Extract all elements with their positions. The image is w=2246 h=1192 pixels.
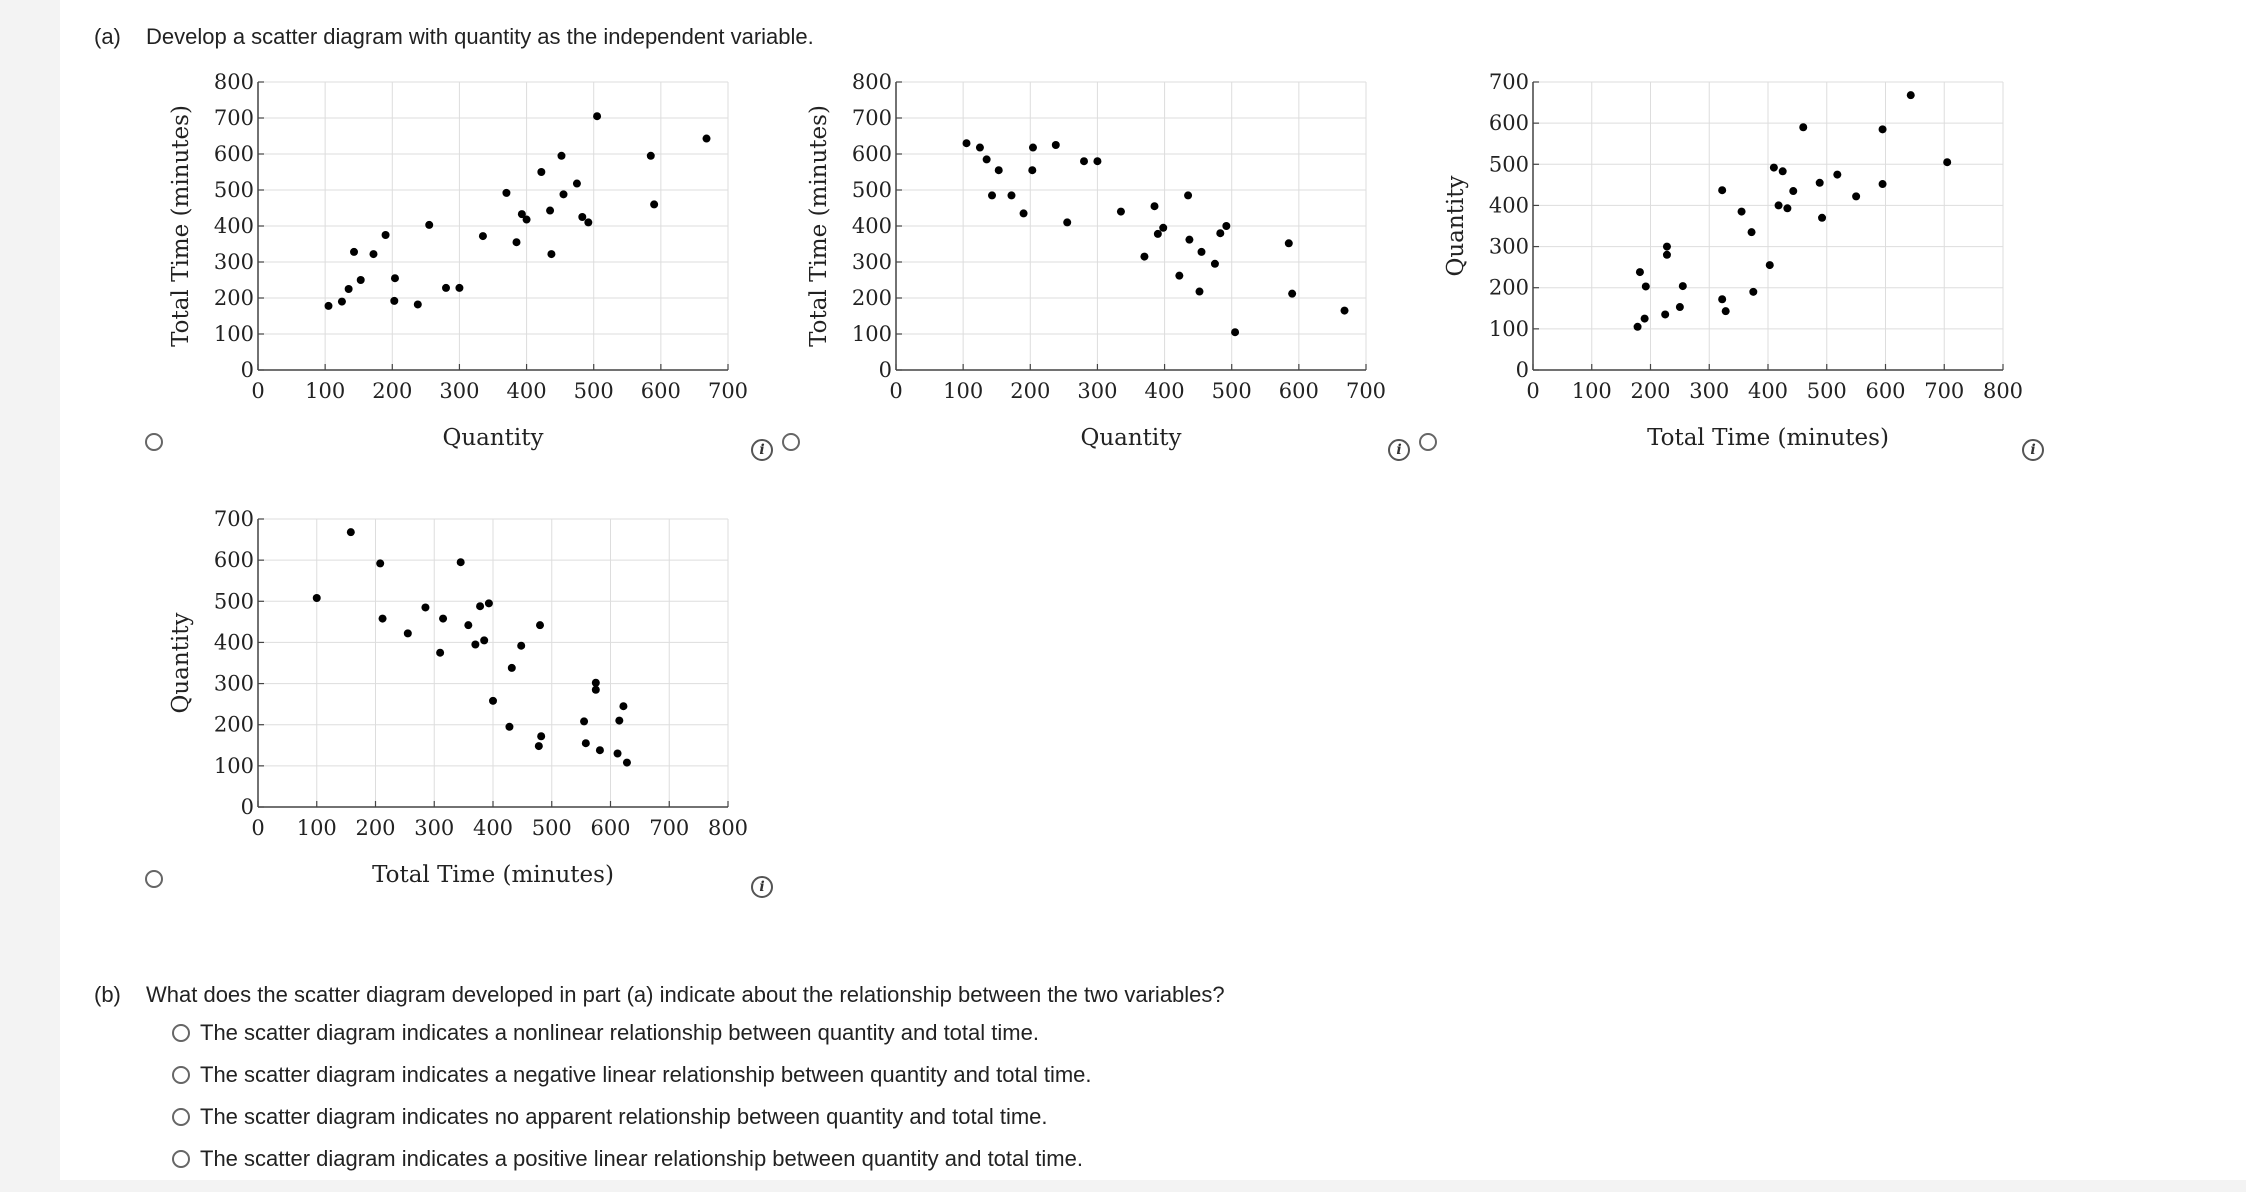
- scatter-point: [369, 250, 377, 258]
- y-tick-label: 0: [240, 358, 254, 382]
- scatter-point: [1007, 191, 1015, 199]
- scatter-point: [1661, 310, 1669, 318]
- x-tick-label: 100: [305, 379, 346, 403]
- scatter-point: [1185, 236, 1193, 244]
- scatter-point: [508, 664, 516, 672]
- scatter-point: [547, 250, 555, 258]
- scatter-point: [345, 285, 353, 293]
- scatter-point: [471, 640, 479, 648]
- y-tick-label: 600: [1488, 111, 1529, 136]
- y-axis-title: Total Time (minutes): [168, 105, 194, 347]
- y-tick-label: 500: [213, 178, 254, 202]
- chart-1-radio[interactable]: [145, 433, 163, 451]
- left-margin-bar: [0, 0, 60, 1192]
- scatter-point: [1642, 282, 1650, 290]
- option-no-relationship[interactable]: [172, 1104, 1048, 1130]
- y-tick-label: 300: [1488, 234, 1529, 259]
- y-tick-label: 800: [213, 70, 254, 94]
- y-axis-title: Total Time (minutes): [806, 105, 832, 347]
- scatter-point: [976, 144, 984, 152]
- scatter-point: [536, 621, 544, 629]
- scatter-point: [1833, 171, 1841, 179]
- scatter-point: [557, 152, 565, 160]
- x-tick-label: 300: [414, 816, 455, 840]
- y-tick-label: 100: [1488, 316, 1529, 341]
- scatter-point: [379, 615, 387, 623]
- y-tick-label: 400: [213, 214, 254, 238]
- y-tick-label: 400: [1488, 193, 1529, 218]
- scatter-point: [647, 152, 655, 160]
- x-tick-label: 700: [707, 379, 749, 403]
- scatter-point: [347, 528, 355, 536]
- scatter-point: [1222, 222, 1230, 230]
- y-tick-label: 300: [213, 250, 254, 274]
- x-tick-label: 800: [707, 816, 749, 840]
- y-tick-label: 700: [1488, 70, 1529, 94]
- option-negative-linear[interactable]: [172, 1062, 1092, 1088]
- scatter-point: [325, 302, 333, 310]
- option-negative-linear-label: The scatter diagram indicates a negative linear relationship between quantity and total time.: [200, 1062, 1092, 1087]
- scatter-point: [1816, 179, 1824, 187]
- y-tick-label: 0: [1515, 358, 1529, 382]
- y-tick-label: 400: [851, 214, 892, 238]
- x-tick-label: 400: [1144, 379, 1185, 403]
- y-tick-label: 600: [213, 548, 254, 573]
- x-tick-label: 200: [1010, 379, 1051, 403]
- scatter-point: [489, 697, 497, 705]
- y-tick-label: 100: [213, 753, 254, 778]
- scatter-point: [535, 742, 543, 750]
- option-positive-linear[interactable]: [172, 1146, 1083, 1172]
- scatter-point: [1852, 192, 1860, 200]
- scatter-point: [502, 189, 510, 197]
- x-tick-label: 100: [296, 816, 337, 840]
- scatter-point: [404, 629, 412, 637]
- y-axis-title: Quantity: [168, 612, 194, 714]
- scatter-chart-1: [150, 68, 770, 468]
- scatter-point: [436, 649, 444, 657]
- scatter-point: [479, 232, 487, 240]
- scatter-point: [1093, 157, 1101, 165]
- x-tick-label: 0: [251, 379, 265, 403]
- scatter-point: [1636, 268, 1644, 276]
- scatter-point: [523, 216, 531, 224]
- option-no-relationship-label: The scatter diagram indicates no apparent relationship between quantity and total time.: [200, 1104, 1048, 1129]
- scatter-point: [619, 702, 627, 710]
- y-tick-label: 300: [851, 250, 892, 274]
- scatter-point: [578, 213, 586, 221]
- scatter-point: [537, 732, 545, 740]
- scatter-point: [1117, 208, 1125, 216]
- y-tick-label: 0: [240, 795, 254, 819]
- chart-3-info-icon[interactable]: i: [2022, 439, 2044, 461]
- scatter-point: [1195, 288, 1203, 296]
- scatter-point: [382, 231, 390, 239]
- scatter-point: [1020, 209, 1028, 217]
- x-tick-label: 200: [355, 816, 396, 840]
- y-tick-label: 600: [851, 142, 892, 166]
- part-a-prompt: [94, 24, 814, 50]
- scatter-point: [1779, 167, 1787, 175]
- scatter-point: [573, 180, 581, 188]
- scatter-point: [1288, 290, 1296, 298]
- part-a-letter: (a): [94, 24, 121, 49]
- x-tick-label: 300: [1077, 379, 1118, 403]
- scatter-point: [592, 686, 600, 694]
- scatter-point: [596, 746, 604, 754]
- scatter-point: [1140, 253, 1148, 261]
- x-tick-label: 200: [1630, 379, 1671, 403]
- y-tick-label: 800: [851, 70, 892, 94]
- scatter-point: [439, 615, 447, 623]
- part-b-text: What does the scatter diagram developed in part (a) indicate about the relationship between the two variables?: [146, 982, 1225, 1007]
- scatter-chart-2: [788, 68, 1408, 468]
- chart-1-info-icon[interactable]: i: [751, 439, 773, 461]
- scatter-point: [615, 717, 623, 725]
- option-no-relationship-radio[interactable]: [172, 1108, 190, 1126]
- scatter-point: [1198, 248, 1206, 256]
- scatter-chart-3: [1425, 68, 2045, 468]
- chart-4-radio[interactable]: [145, 870, 163, 888]
- y-tick-label: 700: [851, 106, 892, 130]
- x-axis-title: Quantity: [442, 425, 544, 451]
- x-tick-label: 300: [1689, 379, 1730, 403]
- y-tick-label: 700: [213, 106, 254, 130]
- scatter-point: [537, 168, 545, 176]
- scatter-point: [1663, 243, 1671, 251]
- scatter-point: [1634, 323, 1642, 331]
- x-tick-label: 700: [1345, 379, 1387, 403]
- y-tick-label: 500: [213, 589, 254, 614]
- scatter-point: [1175, 272, 1183, 280]
- chart-2-info-icon[interactable]: i: [1388, 439, 1410, 461]
- scatter-point: [1216, 229, 1224, 237]
- scatter-point: [582, 739, 590, 747]
- x-tick-label: 500: [1806, 379, 1847, 403]
- scatter-point: [1341, 307, 1349, 315]
- scatter-point: [1783, 204, 1791, 212]
- scatter-point: [421, 603, 429, 611]
- x-tick-label: 500: [531, 816, 572, 840]
- scatter-point: [1285, 239, 1293, 247]
- x-tick-label: 800: [1982, 379, 2024, 403]
- scatter-point: [1063, 218, 1071, 226]
- scatter-point: [1775, 201, 1783, 209]
- scatter-point: [455, 284, 463, 292]
- scatter-point: [1789, 187, 1797, 195]
- scatter-point: [1231, 328, 1239, 336]
- scatter-point: [1154, 230, 1162, 238]
- scatter-point: [1722, 307, 1730, 315]
- scatter-point: [457, 558, 465, 566]
- scatter-point: [1029, 144, 1037, 152]
- x-tick-label: 700: [1924, 379, 1965, 403]
- y-tick-label: 400: [213, 630, 254, 655]
- scatter-point: [1679, 282, 1687, 290]
- scatter-point: [988, 191, 996, 199]
- x-tick-label: 400: [1747, 379, 1789, 403]
- y-tick-label: 200: [1488, 275, 1529, 300]
- scatter-point: [1211, 260, 1219, 268]
- x-axis-title: Total Time (minutes): [1647, 425, 1889, 451]
- part-a-text: Develop a scatter diagram with quantity as the independent variable.: [146, 24, 814, 49]
- chart-4-info-icon[interactable]: i: [751, 876, 773, 898]
- scatter-point: [1676, 303, 1684, 311]
- x-tick-label: 500: [1211, 379, 1252, 403]
- scatter-point: [703, 135, 711, 143]
- option-nonlinear-radio[interactable]: [172, 1024, 190, 1042]
- scatter-point: [1770, 164, 1778, 172]
- scatter-point: [1718, 186, 1726, 194]
- scatter-point: [593, 112, 601, 120]
- scatter-point: [1907, 91, 1915, 99]
- x-axis-title: Quantity: [1080, 425, 1182, 451]
- scatter-point: [1663, 251, 1671, 259]
- scatter-point: [350, 248, 358, 256]
- x-tick-label: 600: [640, 379, 681, 403]
- x-tick-label: 100: [1571, 379, 1612, 403]
- y-axis-title: Quantity: [1443, 175, 1469, 277]
- option-nonlinear[interactable]: [172, 1020, 1039, 1046]
- scatter-point: [1184, 191, 1192, 199]
- x-tick-label: 100: [943, 379, 984, 403]
- x-tick-label: 700: [649, 816, 690, 840]
- scatter-point: [614, 750, 622, 758]
- scatter-point: [505, 723, 513, 731]
- x-tick-label: 600: [590, 816, 631, 840]
- y-tick-label: 100: [851, 322, 892, 346]
- y-tick-label: 300: [213, 671, 254, 696]
- scatter-point: [464, 621, 472, 629]
- scatter-chart-4: [150, 505, 770, 905]
- scatter-point: [1151, 202, 1159, 210]
- scatter-point: [1879, 125, 1887, 133]
- chart-2-radio[interactable]: [782, 433, 800, 451]
- scatter-point: [391, 274, 399, 282]
- y-tick-label: 0: [878, 358, 892, 382]
- scatter-point: [983, 155, 991, 163]
- option-negative-linear-radio[interactable]: [172, 1066, 190, 1084]
- y-tick-label: 500: [851, 178, 892, 202]
- scatter-point: [390, 297, 398, 305]
- scatter-point: [480, 636, 488, 644]
- scatter-point: [513, 238, 521, 246]
- scatter-point: [425, 221, 433, 229]
- y-tick-label: 200: [213, 712, 254, 737]
- x-tick-label: 200: [372, 379, 413, 403]
- scatter-point: [1052, 141, 1060, 149]
- scatter-point: [560, 190, 568, 198]
- scatter-point: [650, 200, 658, 208]
- scatter-point: [357, 276, 365, 284]
- scatter-point: [476, 602, 484, 610]
- scatter-point: [376, 559, 384, 567]
- scatter-point: [1943, 158, 1951, 166]
- scatter-point: [963, 139, 971, 147]
- x-tick-label: 400: [506, 379, 547, 403]
- option-positive-linear-radio[interactable]: [172, 1150, 190, 1168]
- y-tick-label: 600: [213, 142, 254, 166]
- y-tick-label: 100: [213, 322, 254, 346]
- x-tick-label: 500: [573, 379, 614, 403]
- scatter-point: [1159, 224, 1167, 232]
- part-b-prompt: [94, 982, 1225, 1008]
- chart-3-radio[interactable]: [1419, 433, 1437, 451]
- scatter-point: [1748, 228, 1756, 236]
- scatter-point: [313, 594, 321, 602]
- x-tick-label: 600: [1865, 379, 1906, 403]
- scatter-point: [580, 717, 588, 725]
- scatter-point: [1766, 261, 1774, 269]
- y-tick-label: 500: [1488, 152, 1529, 177]
- scatter-point: [1641, 315, 1649, 323]
- x-axis-title: Total Time (minutes): [372, 862, 614, 888]
- part-b-letter: (b): [94, 982, 121, 1007]
- x-tick-label: 600: [1278, 379, 1319, 403]
- scatter-point: [1738, 208, 1746, 216]
- scatter-point: [517, 642, 525, 650]
- x-tick-label: 0: [1526, 379, 1540, 403]
- scatter-point: [995, 166, 1003, 174]
- x-tick-label: 0: [889, 379, 903, 403]
- scatter-point: [1818, 214, 1826, 222]
- scatter-point: [1718, 295, 1726, 303]
- scatter-point: [623, 759, 631, 767]
- scatter-point: [1080, 157, 1088, 165]
- scatter-point: [485, 599, 493, 607]
- scatter-point: [1749, 288, 1757, 296]
- x-tick-label: 300: [439, 379, 480, 403]
- y-tick-label: 700: [213, 507, 254, 531]
- scatter-point: [584, 218, 592, 226]
- scatter-point: [592, 679, 600, 687]
- scatter-point: [1879, 180, 1887, 188]
- bottom-margin-bar: [60, 1180, 2246, 1192]
- scatter-point: [338, 298, 346, 306]
- y-tick-label: 200: [213, 286, 254, 310]
- x-tick-label: 400: [472, 816, 514, 840]
- scatter-point: [1799, 123, 1807, 131]
- option-nonlinear-label: The scatter diagram indicates a nonlinear relationship between quantity and total time.: [200, 1020, 1039, 1045]
- scatter-point: [546, 207, 554, 215]
- option-positive-linear-label: The scatter diagram indicates a positive linear relationship between quantity and total time.: [200, 1146, 1083, 1171]
- y-tick-label: 200: [851, 286, 892, 310]
- scatter-point: [442, 284, 450, 292]
- x-tick-label: 0: [251, 816, 265, 840]
- scatter-point: [1028, 166, 1036, 174]
- scatter-point: [414, 300, 422, 308]
